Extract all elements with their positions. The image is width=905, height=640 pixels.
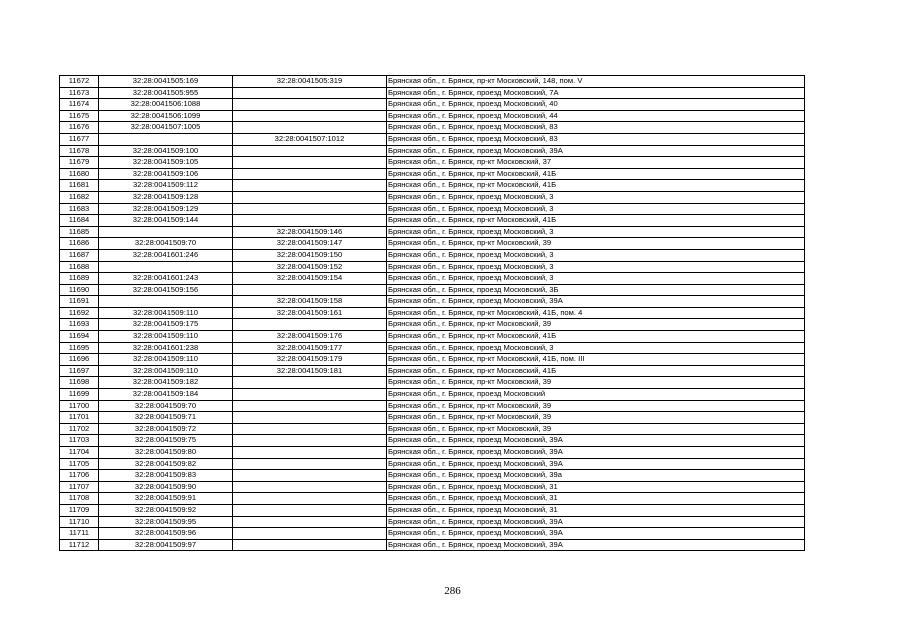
related-cadastral-number-cell <box>233 168 387 180</box>
address-cell: Брянская обл., г. Брянск, проезд Московский, 39А <box>387 516 805 528</box>
address-cell: Брянская обл., г. Брянск, пр-кт Московский, 41Б <box>387 180 805 192</box>
address-cell: Брянская обл., г. Брянск, проезд Московский <box>387 389 805 401</box>
cadastral-number-cell: 32:28:0041509:156 <box>99 284 233 296</box>
table-row <box>60 412 805 424</box>
address-cell: Брянская обл., г. Брянск, проезд Московский, 39а <box>387 470 805 482</box>
row-number-cell: 11686 <box>60 238 99 250</box>
cadastral-number-cell: 32:28:0041509:112 <box>99 180 233 192</box>
related-cadastral-number-cell: 32:28:0041509:177 <box>233 342 387 354</box>
cadastral-number-cell: 32:28:0041509:110 <box>99 365 233 377</box>
cadastral-number-cell: 32:28:0041509:72 <box>99 423 233 435</box>
row-number-cell: 11687 <box>60 249 99 261</box>
row-number-cell: 11696 <box>60 354 99 366</box>
table-row <box>60 238 805 250</box>
row-number-cell: 11675 <box>60 110 99 122</box>
row-number-cell: 11688 <box>60 261 99 273</box>
address-cell: Брянская обл., г. Брянск, проезд Московский, 39А <box>387 539 805 551</box>
related-cadastral-number-cell <box>233 470 387 482</box>
table-row <box>60 493 805 505</box>
cadastral-number-cell: 32:28:0041509:144 <box>99 215 233 227</box>
table-row <box>60 110 805 122</box>
address-cell: Брянская обл., г. Брянск, проезд Московский, 39А <box>387 447 805 459</box>
address-cell: Брянская обл., г. Брянск, проезд Московский, 39А <box>387 145 805 157</box>
table-row <box>60 133 805 145</box>
address-cell: Брянская обл., г. Брянск, проезд Московский, 3 <box>387 226 805 238</box>
address-cell: Брянская обл., г. Брянск, пр-кт Московский, 41Б <box>387 365 805 377</box>
related-cadastral-number-cell <box>233 87 387 99</box>
address-cell: Брянская обл., г. Брянск, проезд Московский, 40 <box>387 99 805 111</box>
related-cadastral-number-cell: 32:28:0041509:150 <box>233 249 387 261</box>
row-number-cell: 11679 <box>60 157 99 169</box>
table-row <box>60 157 805 169</box>
row-number-cell: 11691 <box>60 296 99 308</box>
row-number-cell: 11711 <box>60 528 99 540</box>
row-number-cell: 11678 <box>60 145 99 157</box>
table-row <box>60 504 805 516</box>
row-number-cell: 11709 <box>60 504 99 516</box>
cadastral-number-cell: 32:28:0041509:105 <box>99 157 233 169</box>
table-row <box>60 203 805 215</box>
related-cadastral-number-cell <box>233 423 387 435</box>
related-cadastral-number-cell <box>233 504 387 516</box>
table-row <box>60 447 805 459</box>
row-number-cell: 11700 <box>60 400 99 412</box>
related-cadastral-number-cell <box>233 110 387 122</box>
cadastral-number-cell: 32:28:0041509:182 <box>99 377 233 389</box>
related-cadastral-number-cell <box>233 99 387 111</box>
address-cell: Брянская обл., г. Брянск, проезд Московский, 3 <box>387 273 805 285</box>
related-cadastral-number-cell: 32:28:0041505:319 <box>233 76 387 88</box>
table-row <box>60 481 805 493</box>
related-cadastral-number-cell: 32:28:0041509:147 <box>233 238 387 250</box>
address-cell: Брянская обл., г. Брянск, пр-кт Московский, 37 <box>387 157 805 169</box>
row-number-cell: 11680 <box>60 168 99 180</box>
address-cell: Брянская обл., г. Брянск, проезд Московский, 3 <box>387 191 805 203</box>
address-cell: Брянская обл., г. Брянск, пр-кт Московский, 39 <box>387 377 805 389</box>
table-row <box>60 458 805 470</box>
related-cadastral-number-cell <box>233 412 387 424</box>
cadastral-number-cell: 32:28:0041506:1088 <box>99 99 233 111</box>
address-cell: Брянская обл., г. Брянск, пр-кт Московский, 39 <box>387 423 805 435</box>
row-number-cell: 11697 <box>60 365 99 377</box>
table-row <box>60 377 805 389</box>
cadastral-number-cell <box>99 133 233 145</box>
address-cell: Брянская обл., г. Брянск, пр-кт Московский, 41Б <box>387 215 805 227</box>
related-cadastral-number-cell <box>233 157 387 169</box>
related-cadastral-number-cell <box>233 435 387 447</box>
related-cadastral-number-cell <box>233 493 387 505</box>
table-row <box>60 249 805 261</box>
cadastral-number-cell: 32:28:0041509:110 <box>99 307 233 319</box>
cadastral-table <box>59 75 805 551</box>
table-row <box>60 226 805 238</box>
related-cadastral-number-cell <box>233 203 387 215</box>
related-cadastral-number-cell <box>233 528 387 540</box>
page-number: 286 <box>444 585 461 597</box>
row-number-cell: 11685 <box>60 226 99 238</box>
cadastral-number-cell: 32:28:0041509:90 <box>99 481 233 493</box>
table-row <box>60 145 805 157</box>
cadastral-number-cell: 32:28:0041509:184 <box>99 389 233 401</box>
cadastral-number-cell: 32:28:0041509:96 <box>99 528 233 540</box>
row-number-cell: 11703 <box>60 435 99 447</box>
row-number-cell: 11681 <box>60 180 99 192</box>
address-cell: Брянская обл., г. Брянск, проезд Московский, 83 <box>387 122 805 134</box>
table-row <box>60 76 805 88</box>
related-cadastral-number-cell <box>233 481 387 493</box>
table-row <box>60 191 805 203</box>
cadastral-number-cell: 32:28:0041509:97 <box>99 539 233 551</box>
cadastral-number-cell: 32:28:0041601:246 <box>99 249 233 261</box>
related-cadastral-number-cell <box>233 215 387 227</box>
cadastral-number-cell <box>99 261 233 273</box>
table-row <box>60 99 805 111</box>
row-number-cell: 11707 <box>60 481 99 493</box>
address-cell: Брянская обл., г. Брянск, проезд Московский, 39А <box>387 458 805 470</box>
table-row <box>60 470 805 482</box>
row-number-cell: 11705 <box>60 458 99 470</box>
cadastral-number-cell: 32:28:0041509:75 <box>99 435 233 447</box>
table-row <box>60 423 805 435</box>
row-number-cell: 11708 <box>60 493 99 505</box>
row-number-cell: 11689 <box>60 273 99 285</box>
table-row <box>60 168 805 180</box>
table-row <box>60 516 805 528</box>
address-cell: Брянская обл., г. Брянск, проезд Московский, 7А <box>387 87 805 99</box>
related-cadastral-number-cell: 32:28:0041509:146 <box>233 226 387 238</box>
related-cadastral-number-cell <box>233 122 387 134</box>
row-number-cell: 11677 <box>60 133 99 145</box>
cadastral-number-cell: 32:28:0041509:106 <box>99 168 233 180</box>
table-body <box>60 76 805 551</box>
row-number-cell: 11694 <box>60 331 99 343</box>
row-number-cell: 11698 <box>60 377 99 389</box>
row-number-cell: 11701 <box>60 412 99 424</box>
row-number-cell: 11704 <box>60 447 99 459</box>
address-cell: Брянская обл., г. Брянск, проезд Московский, 83 <box>387 133 805 145</box>
row-number-cell: 11695 <box>60 342 99 354</box>
table-row <box>60 435 805 447</box>
address-cell: Брянская обл., г. Брянск, пр-кт Московский, 41Б, пом. 4 <box>387 307 805 319</box>
address-cell: Брянская обл., г. Брянск, проезд Московский, 3 <box>387 261 805 273</box>
related-cadastral-number-cell: 32:28:0041509:176 <box>233 331 387 343</box>
related-cadastral-number-cell: 32:28:0041509:158 <box>233 296 387 308</box>
cadastral-number-cell: 32:28:0041601:243 <box>99 273 233 285</box>
related-cadastral-number-cell <box>233 377 387 389</box>
related-cadastral-number-cell: 32:28:0041509:179 <box>233 354 387 366</box>
row-number-cell: 11706 <box>60 470 99 482</box>
cadastral-number-cell: 32:28:0041507:1005 <box>99 122 233 134</box>
row-number-cell: 11693 <box>60 319 99 331</box>
related-cadastral-number-cell <box>233 400 387 412</box>
related-cadastral-number-cell <box>233 539 387 551</box>
address-cell: Брянская обл., г. Брянск, пр-кт Московский, 148, пом. V <box>387 76 805 88</box>
row-number-cell: 11676 <box>60 122 99 134</box>
cadastral-number-cell: 32:28:0041509:82 <box>99 458 233 470</box>
table-row <box>60 284 805 296</box>
table-row <box>60 365 805 377</box>
row-number-cell: 11710 <box>60 516 99 528</box>
address-cell: Брянская обл., г. Брянск, проезд Московский, 39А <box>387 435 805 447</box>
cadastral-number-cell: 32:28:0041509:92 <box>99 504 233 516</box>
related-cadastral-number-cell <box>233 319 387 331</box>
address-cell: Брянская обл., г. Брянск, пр-кт Московский, 41Б <box>387 168 805 180</box>
table-row <box>60 354 805 366</box>
related-cadastral-number-cell <box>233 180 387 192</box>
related-cadastral-number-cell: 32:28:0041507:1012 <box>233 133 387 145</box>
address-cell: Брянская обл., г. Брянск, проезд Московский, 39А <box>387 296 805 308</box>
cadastral-number-cell: 32:28:0041509:91 <box>99 493 233 505</box>
cadastral-number-cell: 32:28:0041505:169 <box>99 76 233 88</box>
row-number-cell: 11712 <box>60 539 99 551</box>
row-number-cell: 11682 <box>60 191 99 203</box>
cadastral-number-cell <box>99 296 233 308</box>
table-row <box>60 307 805 319</box>
table-row <box>60 342 805 354</box>
related-cadastral-number-cell <box>233 389 387 401</box>
related-cadastral-number-cell <box>233 447 387 459</box>
address-cell: Брянская обл., г. Брянск, пр-кт Московский, 39 <box>387 400 805 412</box>
related-cadastral-number-cell: 32:28:0041509:154 <box>233 273 387 285</box>
related-cadastral-number-cell <box>233 516 387 528</box>
table-row <box>60 87 805 99</box>
address-cell: Брянская обл., г. Брянск, проезд Московский, 3 <box>387 342 805 354</box>
cadastral-number-cell: 32:28:0041509:129 <box>99 203 233 215</box>
cadastral-number-cell: 32:28:0041509:83 <box>99 470 233 482</box>
cadastral-number-cell: 32:28:0041509:100 <box>99 145 233 157</box>
cadastral-number-cell: 32:28:0041509:70 <box>99 238 233 250</box>
table-row <box>60 389 805 401</box>
related-cadastral-number-cell: 32:28:0041509:152 <box>233 261 387 273</box>
table-row <box>60 296 805 308</box>
row-number-cell: 11702 <box>60 423 99 435</box>
address-cell: Брянская обл., г. Брянск, проезд Московский, 3Б <box>387 284 805 296</box>
address-cell: Брянская обл., г. Брянск, пр-кт Московский, 41Б <box>387 331 805 343</box>
table-row <box>60 122 805 134</box>
address-cell: Брянская обл., г. Брянск, пр-кт Московский, 41Б, пом. III <box>387 354 805 366</box>
cadastral-number-cell: 32:28:0041601:238 <box>99 342 233 354</box>
table-row <box>60 528 805 540</box>
cadastral-number-cell: 32:28:0041509:110 <box>99 331 233 343</box>
address-cell: Брянская обл., г. Брянск, проезд Московский, 3 <box>387 203 805 215</box>
address-cell: Брянская обл., г. Брянск, пр-кт Московский, 39 <box>387 412 805 424</box>
related-cadastral-number-cell <box>233 284 387 296</box>
related-cadastral-number-cell <box>233 145 387 157</box>
table-row <box>60 215 805 227</box>
cadastral-number-cell: 32:28:0041509:70 <box>99 400 233 412</box>
address-cell: Брянская обл., г. Брянск, пр-кт Московский, 39 <box>387 238 805 250</box>
cadastral-number-cell: 32:28:0041505:955 <box>99 87 233 99</box>
address-cell: Брянская обл., г. Брянск, пр-кт Московский, 39 <box>387 319 805 331</box>
cadastral-number-cell: 32:28:0041509:80 <box>99 447 233 459</box>
table-row <box>60 261 805 273</box>
address-cell: Брянская обл., г. Брянск, проезд Московский, 3 <box>387 249 805 261</box>
row-number-cell: 11673 <box>60 87 99 99</box>
related-cadastral-number-cell <box>233 458 387 470</box>
row-number-cell: 11674 <box>60 99 99 111</box>
table-row <box>60 180 805 192</box>
address-cell: Брянская обл., г. Брянск, проезд Московский, 31 <box>387 504 805 516</box>
row-number-cell: 11684 <box>60 215 99 227</box>
cadastral-number-cell: 32:28:0041506:1099 <box>99 110 233 122</box>
cadastral-number-cell: 32:28:0041509:128 <box>99 191 233 203</box>
cadastral-number-cell <box>99 226 233 238</box>
cadastral-number-cell: 32:28:0041509:71 <box>99 412 233 424</box>
row-number-cell: 11683 <box>60 203 99 215</box>
row-number-cell: 11692 <box>60 307 99 319</box>
table-row <box>60 331 805 343</box>
related-cadastral-number-cell <box>233 191 387 203</box>
cadastral-number-cell: 32:28:0041509:110 <box>99 354 233 366</box>
address-cell: Брянская обл., г. Брянск, проезд Московский, 44 <box>387 110 805 122</box>
related-cadastral-number-cell: 32:28:0041509:161 <box>233 307 387 319</box>
cadastral-number-cell: 32:28:0041509:175 <box>99 319 233 331</box>
table-row <box>60 319 805 331</box>
related-cadastral-number-cell: 32:28:0041509:181 <box>233 365 387 377</box>
table-row <box>60 273 805 285</box>
address-cell: Брянская обл., г. Брянск, проезд Московский, 31 <box>387 481 805 493</box>
row-number-cell: 11672 <box>60 76 99 88</box>
row-number-cell: 11690 <box>60 284 99 296</box>
address-cell: Брянская обл., г. Брянск, проезд Московский, 39А <box>387 528 805 540</box>
table-row <box>60 400 805 412</box>
table-row <box>60 539 805 551</box>
address-cell: Брянская обл., г. Брянск, проезд Московский, 31 <box>387 493 805 505</box>
cadastral-number-cell: 32:28:0041509:95 <box>99 516 233 528</box>
row-number-cell: 11699 <box>60 389 99 401</box>
